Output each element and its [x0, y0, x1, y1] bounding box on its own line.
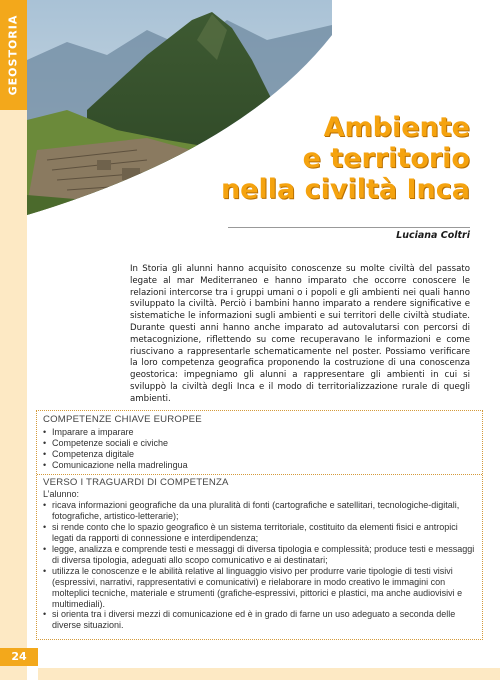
- left-margin-stripe: [0, 110, 27, 680]
- page-number: 24: [0, 648, 38, 666]
- list-item: • Competenze sociali e civiche: [43, 438, 476, 449]
- intro-paragraph: In Storia gli alunni hanno acquisito conoscenze su molte civiltà del passato legate al mar Mediterraneo e hanno imparato che occorre conoscere le relazioni intercorse tra i gruppi umani o i popoli e gli ambienti nei quali hanno sviluppato la civiltà. Perciò i bambini hanno imparato a rendere significative e sistematiche le informazioni sugli ambienti e sui territori delle civiltà studiate. Durante questi anni hanno anche imparato ad autovalutarsi con percorsi di metacognizione, riflettendo su come recuperavano le informazioni e come riuscivano a rappresentarle schematicamente nel poster. Possiamo verificare la loro competenza geografica proponendo la costruzione di una conoscenza geostorica: impegniamo gli alunni a rappresentare gli ambienti in cui si sviluppò la civiltà degli Inca e il modo di territorializzazione rurale di quegli ambienti.: [130, 264, 470, 404]
- bottom-band: [38, 668, 500, 680]
- section-tab-label: GEOSTORIA: [6, 14, 20, 96]
- list-item: • Comunicazione nella madrelingua: [43, 460, 476, 471]
- title-rule: [228, 227, 470, 228]
- list-item: • Competenza digitale: [43, 449, 476, 460]
- traguardi-lead: L’alunno:: [43, 489, 80, 500]
- list-item: • Imparare a imparare: [43, 427, 476, 438]
- list-item: • ricava informazioni geografiche da una pluralità di fonti (cartografiche e satellitari, tecnologiche-digitali, fotografiche, artistico-letterarie);: [43, 500, 476, 522]
- competenze-title: COMPETENZE CHIAVE EUROPEE: [43, 414, 202, 425]
- title-line: nella civiltà Inca: [220, 174, 470, 205]
- list-item: • si rende conto che lo spazio geografico è un sistema territoriale, costituito da elementi fisici e antropici legati da rapporti di connessione e interdipendenza;: [43, 522, 476, 544]
- panel-divider: [37, 474, 482, 475]
- list-item: • utilizza le conoscenze e le abilità relative al linguaggio visivo per produrre varie tipologie di testi visivi (espressivi, narrativi, rappresentativi e comunicativi) e rielaborare in modo creativo le immagini con molteplici tecniche, materiale e strumenti (grafiche-espressivi, pittorici e plastici, ma anche audiovisivi e multimediali).: [43, 566, 476, 610]
- section-tab: [0, 0, 27, 110]
- traguardi-list: [43, 500, 476, 631]
- article-title: [221, 112, 470, 205]
- traguardi-title: VERSO I TRAGUARDI DI COMPETENZA: [43, 476, 229, 488]
- title-line: Ambiente: [323, 112, 470, 143]
- title-line: e territorio: [302, 143, 470, 174]
- competenze-list: [43, 427, 476, 471]
- author-name: Luciana Coltri: [396, 230, 470, 241]
- list-item: • si orienta tra i diversi mezzi di comunicazione ed è in grado di farne un uso adeguato a seconda delle diverse situazioni.: [43, 609, 476, 631]
- list-item: • legge, analizza e comprende testi e messaggi di diversa tipologia e complessità; produce testi e messaggi di diversa tipologia, adeguati allo scopo comunicativo e ai destinatari;: [43, 544, 476, 566]
- competences-panel: [36, 410, 483, 640]
